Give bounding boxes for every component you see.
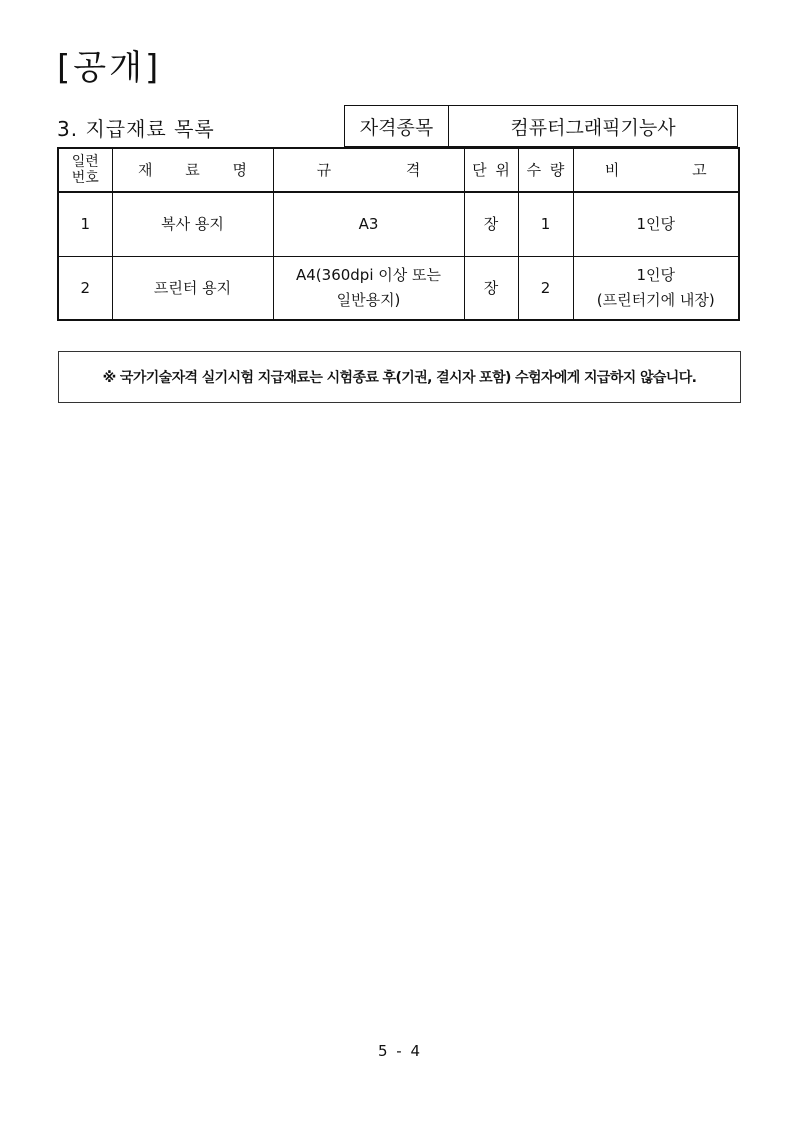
materials-table bbox=[57, 147, 740, 321]
qualification-label: 자격종목 bbox=[345, 106, 449, 146]
cell-qty: 2 bbox=[518, 257, 573, 321]
heading-row bbox=[57, 105, 738, 147]
qualification-value: 컴퓨터그래픽기능사 bbox=[510, 116, 676, 139]
cell-note: 1인당 bbox=[573, 192, 739, 257]
cell-name: 프린터 용지 bbox=[112, 257, 273, 321]
table-row bbox=[58, 192, 739, 257]
cell-qty: 1 bbox=[518, 192, 573, 257]
cell-no: 2 bbox=[58, 257, 112, 321]
header-quantity: 수 량 bbox=[518, 148, 573, 192]
disclosure-tag: [공개] bbox=[57, 48, 162, 88]
header-remarks: 비 고 bbox=[573, 148, 739, 192]
cell-spec: A4(360dpi 이상 또는 일반용지) bbox=[273, 257, 464, 321]
header-serial-no: 일련 번호 bbox=[58, 148, 112, 192]
header-unit: 단 위 bbox=[464, 148, 518, 192]
notice-box: ※ 국가기술자격 실기시험 지급재료는 시험종료 후(기권, 결시자 포함) 수험자에게 지급하지 않습니다. bbox=[58, 351, 741, 403]
page-number: 5 - 4 bbox=[377, 1042, 423, 1060]
cell-unit: 장 bbox=[464, 257, 518, 321]
cell-name: 복사 용지 bbox=[112, 192, 273, 257]
cell-unit: 장 bbox=[464, 192, 518, 257]
qualification-box bbox=[344, 105, 738, 147]
cell-no: 1 bbox=[58, 192, 112, 257]
table-row bbox=[58, 257, 739, 321]
header-spec: 규 격 bbox=[273, 148, 464, 192]
cell-spec: A3 bbox=[273, 192, 464, 257]
table-header-row bbox=[58, 148, 739, 192]
cell-note: 1인당 (프린터기에 내장) bbox=[573, 257, 739, 321]
section-title: 3. 지급재료 목록 bbox=[57, 117, 215, 141]
header-material-name: 재 료 명 bbox=[112, 148, 273, 192]
